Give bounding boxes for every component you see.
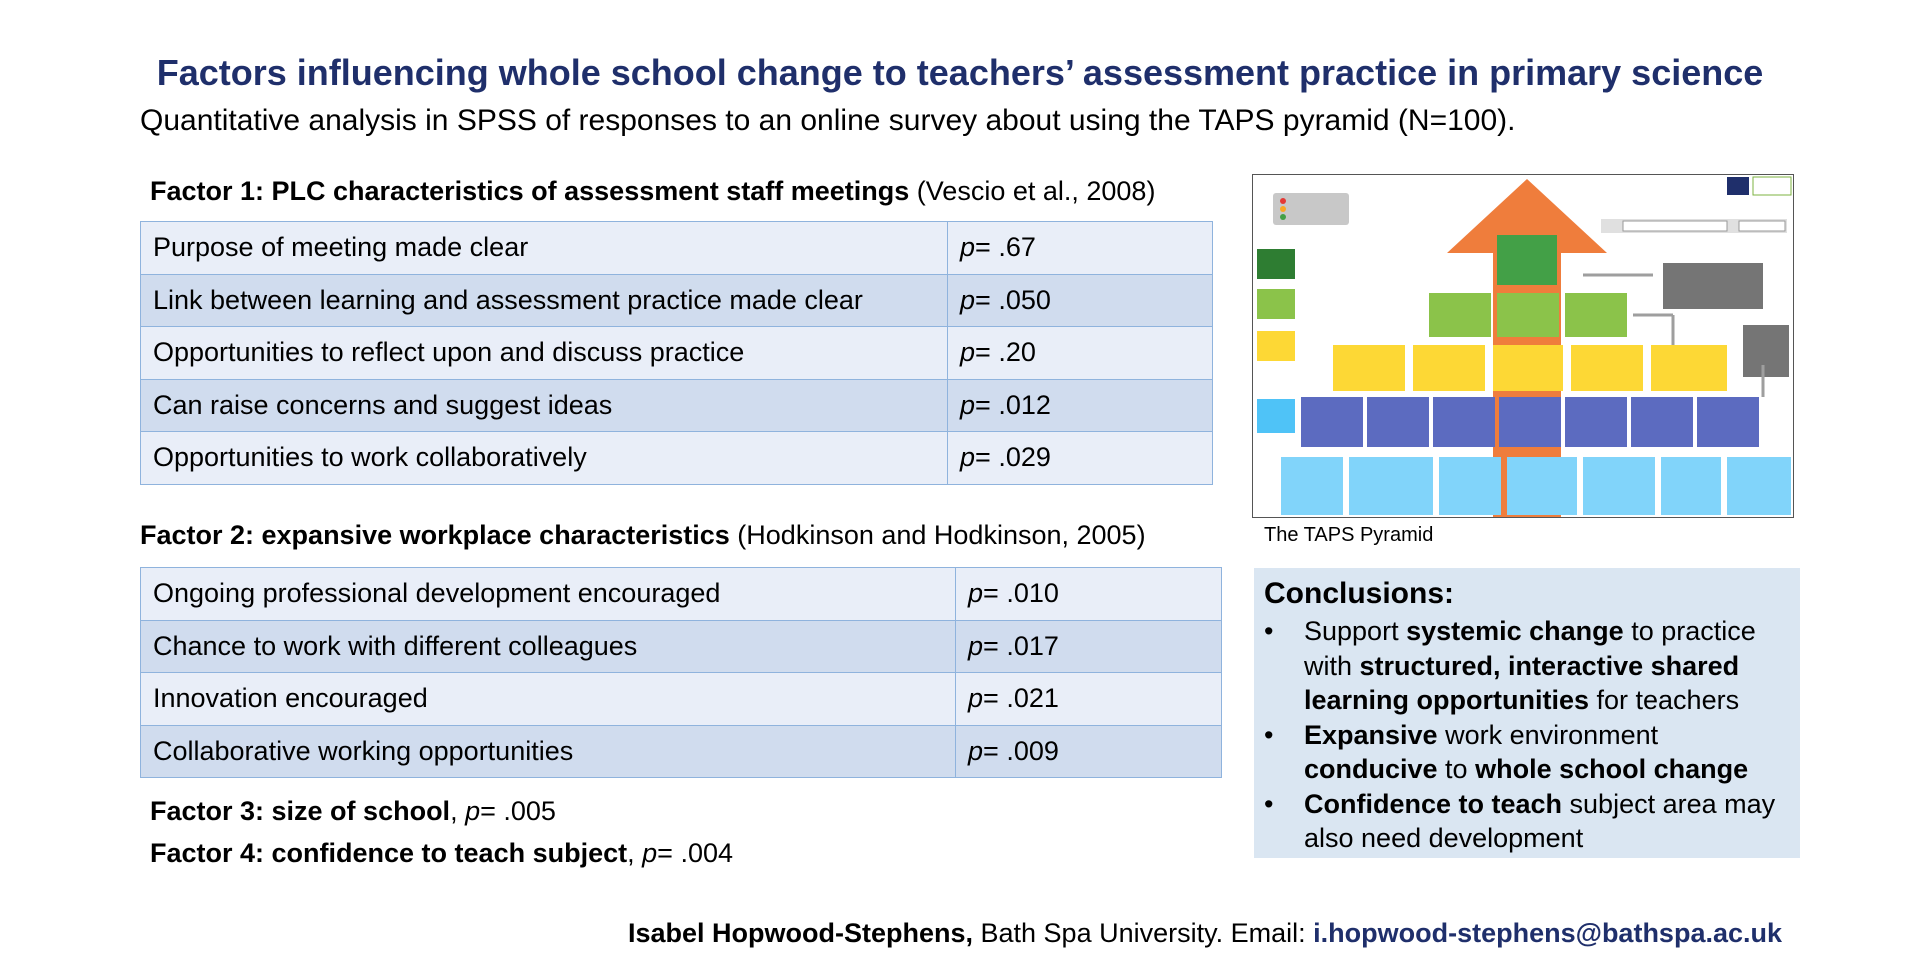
table-row: [141, 568, 1222, 621]
factor2-heading: [140, 520, 1146, 551]
factor4-line: Factor 4: confidence to teach subject, p= .004: [150, 838, 733, 868]
conclusions-list: [1264, 614, 1790, 856]
bullet-icon: •: [1264, 788, 1274, 819]
factor2-citation: (Hodkinson and Hodkinson, 2005): [729, 520, 1146, 550]
table-row: [141, 620, 1222, 673]
p-value-cell: p= .20: [948, 327, 1213, 380]
factor1-heading: [150, 176, 1155, 207]
table-row: [141, 432, 1213, 485]
author-footer: [628, 918, 1782, 949]
p-symbol: p: [960, 284, 976, 315]
factor3-label: Factor 3: size of school: [150, 796, 451, 826]
emphasis-text: whole school change: [1475, 754, 1749, 784]
bullet-icon: •: [1264, 616, 1274, 646]
factor2-label: Factor 2: expansive workplace characteristics: [140, 520, 730, 550]
conclusion-text: for teachers: [1589, 685, 1740, 715]
p-value-cell: p= .021: [956, 673, 1222, 726]
p-value: .009: [1006, 735, 1059, 766]
emphasis-text: Confidence to teach: [1304, 788, 1563, 819]
p-value-cell: p= .050: [948, 274, 1213, 327]
conclusion-item: [1264, 718, 1790, 787]
bullet-icon: •: [1264, 719, 1274, 750]
p-symbol: p: [960, 442, 976, 473]
factor3-p-symbol: p: [465, 796, 481, 826]
p-value: .67: [998, 232, 1036, 263]
conclusion-text: subject area may also need development: [1304, 788, 1776, 853]
author-name: Isabel Hopwood-Stephens,: [627, 918, 973, 948]
factor3-p-value: .005: [503, 796, 556, 826]
table-row: [141, 274, 1213, 327]
p-value-cell: p= .009: [956, 725, 1222, 778]
p-symbol: p: [960, 232, 976, 263]
emphasis-text: Expansive: [1304, 719, 1438, 750]
conclusion-text: work environment: [1437, 719, 1659, 750]
p-value: .20: [998, 337, 1036, 368]
p-value: .021: [1006, 683, 1059, 714]
p-symbol: p: [968, 578, 984, 609]
factor4-label: Factor 4: confidence to teach subject: [150, 838, 628, 868]
author-affiliation: Bath Spa University. Email:: [973, 918, 1314, 948]
p-value: .012: [998, 389, 1051, 420]
table-row: [141, 222, 1213, 275]
conclusion-item: [1264, 614, 1790, 718]
p-value: .029: [998, 442, 1051, 473]
conclusion-text: Support: [1304, 616, 1407, 646]
p-value-cell: p= .67: [948, 222, 1213, 275]
factor-item: Opportunities to reflect upon and discuss practice: [141, 327, 948, 380]
emphasis-text: structured, interactive shared learning opportunities: [1304, 650, 1740, 715]
factor4-p-symbol: p: [642, 838, 658, 868]
poster-title: Factors influencing whole school change to teachers’ assessment practice in primary science: [156, 52, 1764, 93]
factor-item: Ongoing professional development encouraged: [141, 568, 956, 621]
factor-item: Purpose of meeting made clear: [141, 222, 948, 275]
conclusions-box: [1254, 568, 1800, 858]
conclusion-text: to practice with: [1304, 616, 1756, 681]
p-symbol: p: [968, 683, 984, 714]
taps-pyramid-graphic: [1253, 175, 1794, 518]
p-value-cell: p= .029: [948, 432, 1213, 485]
factor1-label: Factor 1: PLC characteristics of assessment staff meetings: [150, 176, 910, 206]
factor-item: Collaborative working opportunities: [141, 725, 956, 778]
p-value-cell: p= .012: [948, 379, 1213, 432]
p-value-cell: p= .017: [956, 620, 1222, 673]
p-value-cell: p= .010: [956, 568, 1222, 621]
p-symbol: p: [968, 630, 984, 661]
p-symbol: p: [960, 337, 976, 368]
pyramid-caption: The TAPS Pyramid: [1264, 524, 1434, 546]
table-row: [141, 379, 1213, 432]
factor4-p-value: .004: [680, 838, 733, 868]
conclusions-title: Conclusions:: [1264, 577, 1455, 610]
emphasis-text: systemic change: [1406, 616, 1624, 646]
conclusion-item: [1264, 787, 1790, 856]
p-value: .010: [1006, 578, 1059, 609]
p-value: .050: [998, 284, 1051, 315]
p-value: .017: [1006, 630, 1059, 661]
factor2-table: [140, 567, 1222, 778]
factor3-line: Factor 3: size of school, p= .005: [150, 796, 556, 826]
table-row: [141, 673, 1222, 726]
factor-item: Chance to work with different colleagues: [141, 620, 956, 673]
conclusion-text: to: [1437, 754, 1476, 784]
factor-item: Innovation encouraged: [141, 673, 956, 726]
factor1-table: [140, 221, 1213, 485]
emphasis-text: conducive: [1304, 754, 1438, 784]
author-email-link[interactable]: i.hopwood-stephens@bathspa.ac.uk: [1313, 918, 1782, 948]
table-row: [141, 725, 1222, 778]
p-symbol: p: [960, 389, 976, 420]
factor1-citation: (Vescio et al., 2008): [909, 176, 1156, 206]
p-symbol: p: [968, 735, 984, 766]
table-row: [141, 327, 1213, 380]
poster-subtitle: Quantitative analysis in SPSS of responses to an online survey about using the TAPS pyramid (N=100).: [140, 104, 1516, 137]
factor-item: Can raise concerns and suggest ideas: [141, 379, 948, 432]
factor-item: Opportunities to work collaboratively: [141, 432, 948, 485]
taps-pyramid-image: [1252, 174, 1794, 518]
factor-item: Link between learning and assessment practice made clear: [141, 274, 948, 327]
